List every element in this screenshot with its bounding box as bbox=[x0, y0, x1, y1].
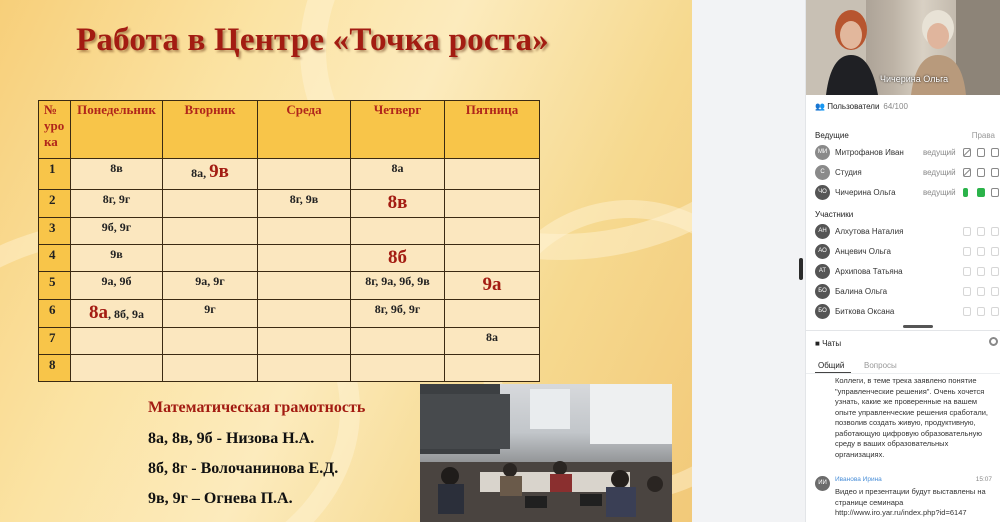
host-row[interactable] bbox=[815, 164, 1000, 182]
user-name: Алхутова Наталия bbox=[835, 227, 904, 236]
highlighted-class: 8а bbox=[89, 302, 108, 323]
lesson-number: 8 bbox=[39, 355, 71, 382]
panel-resize-handle[interactable] bbox=[799, 258, 803, 280]
tabs-border bbox=[806, 373, 1000, 374]
column-header: Четверг bbox=[351, 101, 445, 159]
screen-share-icon[interactable] bbox=[991, 148, 999, 157]
user-name: Студия bbox=[835, 168, 862, 177]
table-cell bbox=[258, 300, 351, 328]
microphone-off-icon[interactable] bbox=[963, 287, 971, 296]
table-cell bbox=[445, 218, 540, 245]
users-count: 64/100 bbox=[883, 102, 908, 111]
teacher-line: 9в, 9г – Огнева П.А. bbox=[148, 490, 293, 507]
user-name: Чичерина Ольга bbox=[835, 188, 896, 197]
user-role: ведущий bbox=[923, 148, 956, 157]
user-role: ведущий bbox=[923, 168, 956, 177]
microphone-off-icon[interactable] bbox=[963, 227, 971, 236]
microphone-off-icon[interactable] bbox=[963, 307, 971, 316]
user-name: Архипова Татьяна bbox=[835, 267, 903, 276]
table-cell: 8г, 9а, 9б, 9в bbox=[351, 272, 445, 300]
table-cell bbox=[351, 245, 445, 272]
table-cell bbox=[445, 272, 540, 300]
screen-share-icon[interactable] bbox=[991, 188, 999, 197]
hosts-section-label: Ведущие bbox=[815, 131, 849, 140]
video-feed[interactable] bbox=[806, 0, 1000, 95]
column-header: Пятница bbox=[445, 101, 540, 159]
table-cell: 9а, 9б bbox=[71, 272, 163, 300]
screen-share-icon[interactable] bbox=[991, 227, 999, 236]
camera-off-icon[interactable] bbox=[977, 307, 985, 316]
avatar: МИ bbox=[815, 145, 830, 160]
host-row[interactable] bbox=[815, 144, 1000, 162]
table-cell bbox=[351, 190, 445, 218]
table-row bbox=[39, 218, 540, 245]
table-cell bbox=[71, 328, 163, 355]
column-header: Вторник bbox=[163, 101, 258, 159]
participant-row[interactable] bbox=[815, 283, 1000, 301]
table-cell: 8г, 9в bbox=[258, 190, 351, 218]
table-cell: 9а, 9г bbox=[163, 272, 258, 300]
chat-message-author: Иванова Ирина bbox=[835, 476, 882, 483]
rights-label: Права bbox=[971, 131, 995, 140]
table-cell bbox=[163, 355, 258, 382]
table-cell bbox=[351, 218, 445, 245]
chat-message-time: 15:07 bbox=[975, 476, 992, 483]
conference-side-panel bbox=[805, 0, 1000, 522]
avatar: АН bbox=[815, 224, 830, 239]
user-controls bbox=[961, 167, 1000, 179]
user-role: ведущий bbox=[923, 188, 956, 197]
avatar: С bbox=[815, 165, 830, 180]
table-row bbox=[39, 159, 540, 190]
table-cell: 8а bbox=[445, 328, 540, 355]
avatar: АТ bbox=[815, 264, 830, 279]
users-list-scrollbar[interactable] bbox=[903, 325, 933, 328]
highlighted-class: 9в bbox=[209, 161, 229, 182]
teacher-line: 8а, 8в, 9б - Низова Н.А. bbox=[148, 430, 315, 447]
user-controls bbox=[961, 226, 1000, 238]
avatar: ЧО bbox=[815, 185, 830, 200]
column-header: № уро ка bbox=[39, 101, 71, 159]
user-controls bbox=[961, 266, 1000, 278]
table-row bbox=[39, 245, 540, 272]
table-cell bbox=[163, 190, 258, 218]
gear-icon[interactable] bbox=[989, 337, 998, 346]
table-cell: 9б, 9г bbox=[71, 218, 163, 245]
tab-questions[interactable]: Вопросы bbox=[864, 361, 897, 370]
lesson-number: 6 bbox=[39, 300, 71, 328]
chat-message-text: Видео и презентации будут выставлены на странице семинара http://www.iro.yar.ru/index.php?id=6147 bbox=[835, 487, 986, 517]
user-name: Балина Ольга bbox=[835, 287, 888, 296]
table-cell: 9в bbox=[71, 245, 163, 272]
user-controls bbox=[961, 246, 1000, 258]
user-controls bbox=[961, 147, 1000, 159]
lesson-number: 7 bbox=[39, 328, 71, 355]
table-cell bbox=[71, 355, 163, 382]
participant-row[interactable] bbox=[815, 263, 1000, 281]
table-cell bbox=[258, 272, 351, 300]
table-cell bbox=[163, 159, 258, 190]
user-controls bbox=[961, 286, 1000, 298]
highlighted-class: 9а bbox=[482, 274, 502, 295]
table-cell bbox=[163, 218, 258, 245]
microphone-on-icon[interactable] bbox=[963, 188, 968, 197]
table-row bbox=[39, 272, 540, 300]
table-cell: 8а bbox=[351, 159, 445, 190]
table-cell bbox=[258, 328, 351, 355]
table-cell bbox=[258, 218, 351, 245]
microphone-off-icon[interactable] bbox=[963, 267, 971, 276]
avatar: ИИ bbox=[815, 476, 830, 491]
table-cell bbox=[258, 245, 351, 272]
user-name: Биткова Оксана bbox=[835, 307, 895, 316]
camera-off-icon[interactable] bbox=[977, 148, 985, 157]
viewer-background bbox=[692, 0, 805, 522]
participant-row[interactable] bbox=[815, 223, 1000, 241]
participant-row[interactable] bbox=[815, 243, 1000, 261]
users-header[interactable] bbox=[815, 102, 908, 111]
table-cell bbox=[445, 300, 540, 328]
chat-icon: ■ bbox=[815, 339, 820, 348]
table-cell bbox=[258, 355, 351, 382]
column-header: Понедельник bbox=[71, 101, 163, 159]
table-cell bbox=[351, 355, 445, 382]
cell-text: 8а, bbox=[191, 166, 207, 180]
table-cell: 8в bbox=[71, 159, 163, 190]
lesson-number: 1 bbox=[39, 159, 71, 190]
teacher-line: 8б, 8г - Волочанинова Е.Д. bbox=[148, 460, 339, 477]
table-row bbox=[39, 300, 540, 328]
camera-off-icon[interactable] bbox=[977, 287, 985, 296]
table-cell bbox=[445, 190, 540, 218]
user-controls bbox=[961, 306, 1000, 318]
user-name: Анцевич Ольга bbox=[835, 247, 891, 256]
math-literacy-title: Математическая грамотность bbox=[148, 399, 366, 416]
table-cell bbox=[258, 159, 351, 190]
users-label: Пользователи bbox=[827, 102, 880, 111]
chat-message-text: Коллеги, в теме трека заявлено понятие "управленческие решения". Очень хочется узнать, какие же проверенные на вашем опыте управленческие решения сработали, позволив создать живую, продуктивную, работающую цифровую образовательную среду в ваших образовательных организациях. bbox=[835, 376, 989, 459]
highlighted-class: 8б bbox=[388, 247, 407, 268]
table-cell bbox=[163, 328, 258, 355]
table-cell bbox=[445, 355, 540, 382]
table-cell bbox=[445, 245, 540, 272]
users-icon: 👥 bbox=[815, 102, 825, 111]
highlighted-class: 8в bbox=[387, 192, 408, 213]
screen-share-icon[interactable] bbox=[991, 247, 999, 256]
table-cell: 8г, 9г bbox=[71, 190, 163, 218]
schedule-table bbox=[38, 100, 540, 382]
screen-share-icon[interactable] bbox=[991, 267, 999, 276]
section-divider bbox=[806, 330, 1000, 331]
video-participant-name: Чичерина Ольга bbox=[880, 74, 949, 84]
avatar: БО bbox=[815, 284, 830, 299]
avatar: БО bbox=[815, 304, 830, 319]
lesson-number: 2 bbox=[39, 190, 71, 218]
user-name: Митрофанов Иван bbox=[835, 148, 904, 157]
participants-section-label: Участники bbox=[815, 210, 854, 219]
microphone-off-icon[interactable] bbox=[963, 247, 971, 256]
camera-on-icon[interactable] bbox=[977, 188, 985, 197]
participant-row[interactable] bbox=[815, 303, 1000, 321]
table-row bbox=[39, 190, 540, 218]
screen-share-icon[interactable] bbox=[991, 168, 999, 177]
camera-off-icon[interactable] bbox=[977, 227, 985, 236]
tab-general[interactable]: Общий bbox=[818, 361, 845, 370]
classroom-photo-drawing bbox=[420, 384, 672, 522]
camera-off-icon[interactable] bbox=[977, 247, 985, 256]
screen-share-icon[interactable] bbox=[991, 287, 999, 296]
chats-header[interactable] bbox=[815, 339, 841, 348]
lesson-number: 4 bbox=[39, 245, 71, 272]
table-cell: 9г bbox=[163, 300, 258, 328]
lesson-number: 5 bbox=[39, 272, 71, 300]
table-cell bbox=[445, 159, 540, 190]
column-header: Среда bbox=[258, 101, 351, 159]
cell-text: , 8б, 9а bbox=[108, 307, 144, 321]
host-row[interactable] bbox=[815, 184, 1000, 202]
slide-title: Работа в Центре «Точка роста» bbox=[76, 22, 549, 58]
avatar: АО bbox=[815, 244, 830, 259]
table-cell bbox=[351, 328, 445, 355]
table-cell: 8г, 9б, 9г bbox=[351, 300, 445, 328]
camera-off-icon[interactable] bbox=[977, 168, 985, 177]
table-row bbox=[39, 328, 540, 355]
table-row bbox=[39, 355, 540, 382]
classroom-photo bbox=[420, 384, 672, 522]
table-header-row bbox=[39, 101, 540, 159]
table-cell bbox=[71, 300, 163, 328]
chats-label: Чаты bbox=[822, 339, 842, 348]
user-controls bbox=[961, 187, 1000, 199]
camera-off-icon[interactable] bbox=[977, 267, 985, 276]
table-cell bbox=[163, 245, 258, 272]
screen-share-icon[interactable] bbox=[991, 307, 999, 316]
lesson-number: 3 bbox=[39, 218, 71, 245]
